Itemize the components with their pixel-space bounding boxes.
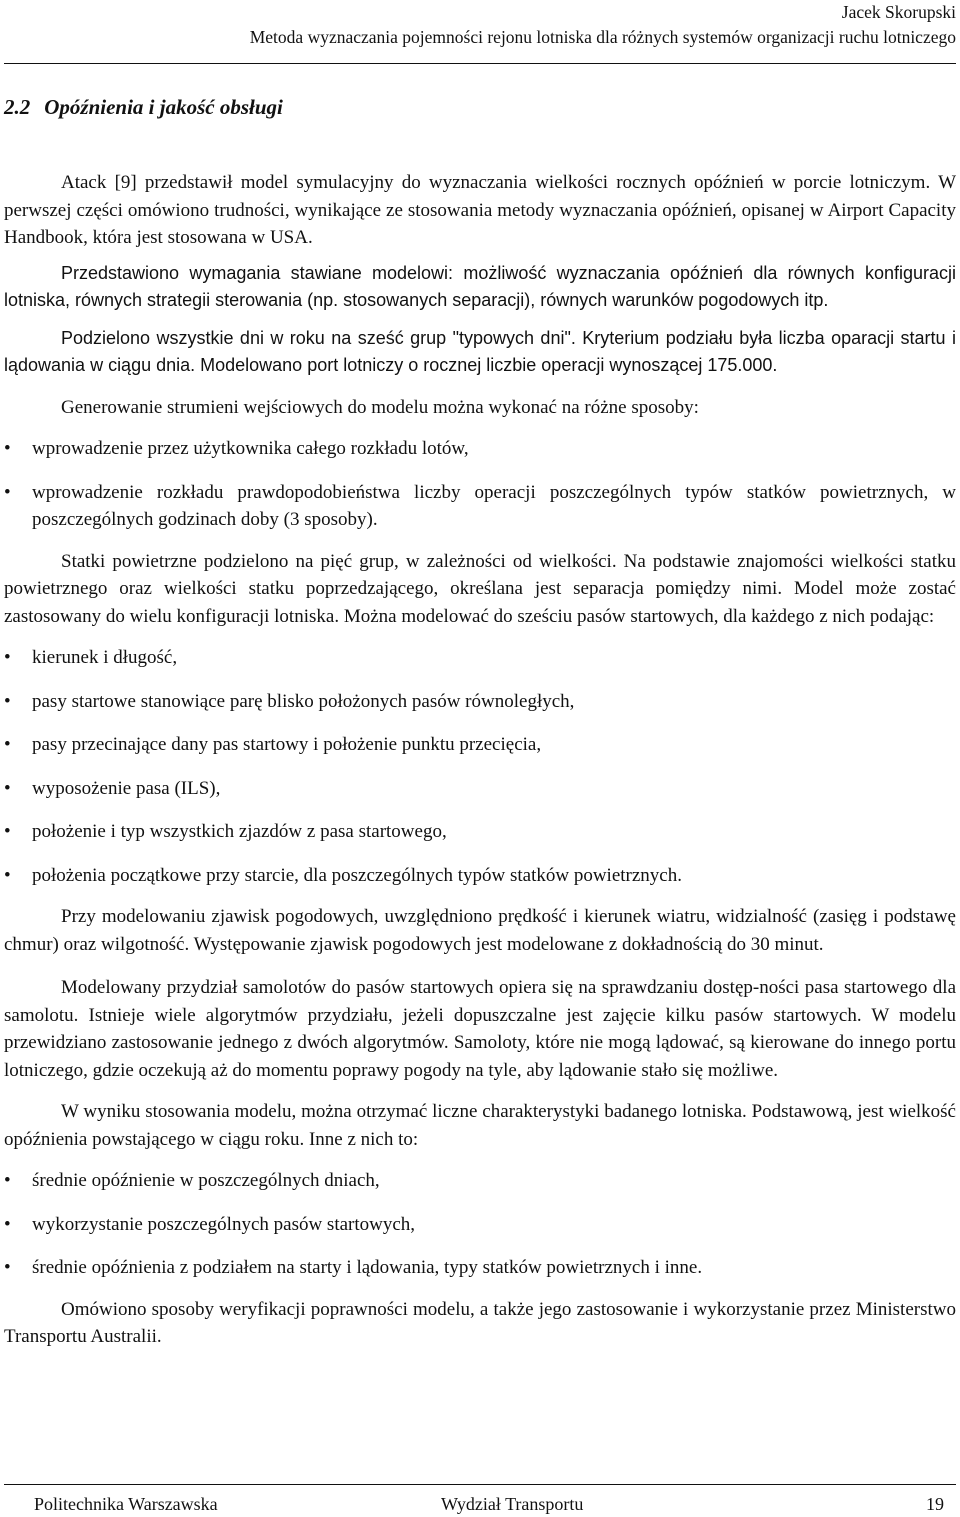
bullet-icon: • xyxy=(4,647,11,668)
list-item: • kierunek i długość, xyxy=(4,644,956,672)
page-body xyxy=(4,169,956,1351)
list-item: • pasy startowe stanowiące parę blisko położonych pasów równoległych, xyxy=(4,688,956,716)
footer-rule xyxy=(4,1484,956,1485)
section-number: 2.2 xyxy=(4,95,31,119)
section-title: Opóźnienia i jakość obsługi xyxy=(44,95,283,119)
paragraph-5: Statki powietrzne podzielono na pięć grup, w zależności od wielkości. Na podstawie znajomości wielkości statku powietrznego oraz wielkości statku poprzedzającego, określana jest separacja pomiędzy nimi. Model może zostać zastosowany do wielu konfiguracji lotniska. Można modelować do sześciu pasów startowych, dla każdego z nich podając: xyxy=(4,550,956,627)
bullet-icon: • xyxy=(4,1257,11,1278)
input-methods-list xyxy=(4,435,956,534)
list-item: • średnie opóźnienie w poszczególnych dniach, xyxy=(4,1167,956,1195)
paragraph-6: Przy modelowaniu zjawisk pogodowych, uwzględniono prędkość i kierunek wiatru, widzialność (zasięg i podstawę chmur) oraz wilgotność. Występowanie zjawisk pogodowych jest modelowane z dokładnością do 30 minut. xyxy=(4,906,956,955)
page-footer xyxy=(4,1492,956,1516)
bullet-icon: • xyxy=(4,481,11,503)
results-list xyxy=(4,1167,956,1282)
bullet-icon: • xyxy=(4,690,11,712)
list-item: • wprowadzenie przez użytkownika całego rozkładu lotów, xyxy=(4,435,956,463)
paragraph-8: W wyniku stosowania modelu, można otrzymać liczne charakterystyki badanego lotniska. Podstawową, jest wielkość opóźnienia powstającego w ciągu roku. Inne z nich to: xyxy=(4,1101,956,1150)
header-author: Jacek Skorupski xyxy=(841,2,956,22)
page-number: 19 xyxy=(926,1494,944,1514)
bullet-icon: • xyxy=(4,1213,11,1235)
list-item: • wyposożenie pasa (ILS), xyxy=(4,775,956,803)
list-item: • położenia początkowe przy starcie, dla poszczególnych typów statków powietrznych. xyxy=(4,862,956,890)
paragraph-2: Przedstawiono wymagania stawiane modelowi: możliwość wyznaczania opóźnień dla równych konfiguracji lotniska, równych strategii sterowania (np. stosowanych separacji), równych warunków pogodowych itp. xyxy=(4,262,956,310)
list-item: • wprowadzenie rozkładu prawdopodobieństwa liczby operacji poszczególnych typów statków powietrznych, w poszczególnych godzinach doby (3 sposoby). xyxy=(4,479,956,534)
runway-parameters-list xyxy=(4,644,956,889)
bullet-icon: • xyxy=(4,1170,11,1191)
header-title: Metoda wyznaczania pojemności rejonu lotniska dla różnych systemów organizacji ruchu lotniczego xyxy=(249,27,956,47)
footer-institution: Politechnika Warszawska xyxy=(34,1494,218,1514)
footer-faculty: Wydział Transportu xyxy=(441,1494,584,1514)
bullet-icon: • xyxy=(4,438,11,459)
page-header xyxy=(4,0,956,50)
bullet-icon: • xyxy=(4,777,11,799)
bullet-icon: • xyxy=(4,734,11,755)
list-item: • położenie i typ wszystkich zjazdów z pasa startowego, xyxy=(4,818,956,846)
paragraph-7: Modelowany przydział samolotów do pasów startowych opiera się na sprawdzaniu dostęp-ności pasa startowego dla samolotu. Istnieje wiele algorytmów przydziału, jeżeli dopuszczalne jest zajęcie kilku pasów startowych. W modelu przewidziano zastosowanie jednego z dwóch algorytmów. Samoloty, które nie mogą lądować, są kierowane do innego portu lotniczego, gdzie oczekują aż do momentu poprawy pogody na tyle, aby lądowanie stało się możliwe. xyxy=(4,977,956,1081)
paragraph-9: Omówiono sposoby weryfikacji poprawności modelu, a także jego zastosowanie i wykorzystanie przez Ministerstwo Transportu Australii. xyxy=(4,1298,956,1347)
header-rule xyxy=(4,63,956,64)
list-item: • pasy przecinające dany pas startowy i położenie punktu przecięcia, xyxy=(4,731,956,759)
list-item: • średnie opóźnienia z podziałem na starty i lądowania, typy statków powietrznych i inne. xyxy=(4,1254,956,1282)
bullet-icon: • xyxy=(4,864,11,886)
paragraph-3: Podzielono wszystkie dni w roku na sześć grup "typowych dni". Kryterium podziału była liczba oparacji startu i lądowania w ciągu dnia. Modelowano port lotniczy o rocznej liczbie operacji wynoszącej 175.000. xyxy=(4,327,956,375)
bullet-icon: • xyxy=(4,821,11,842)
section-heading xyxy=(4,92,283,122)
paragraph-4: Generowanie strumieni wejściowych do modelu można wykonać na różne sposoby: xyxy=(61,396,699,418)
list-item: • wykorzystanie poszczególnych pasów startowych, xyxy=(4,1211,956,1239)
paragraph-1: Atack [9] przedstawił model symulacyjny do wyznaczania wielkości rocznych opóźnień w porcie lotniczym. W perwszej części omówiono trudności, wynikające ze stosowania metody wyznaczania opóźnień, opisanej w Airport Capacity Handbook, która jest stosowana w USA. xyxy=(4,172,956,248)
